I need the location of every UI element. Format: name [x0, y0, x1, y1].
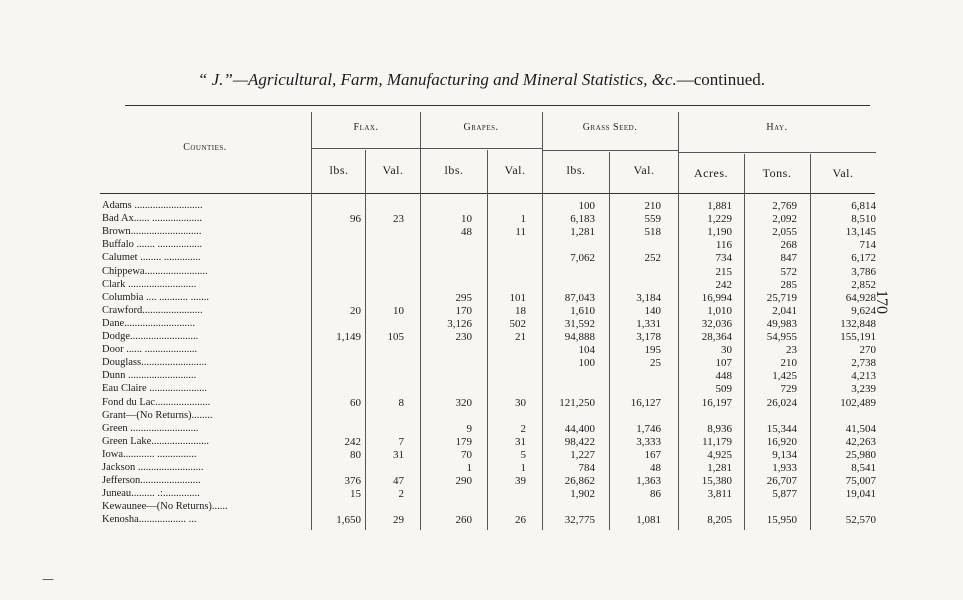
- table-cell-grapes-lbs: 290: [455, 475, 472, 488]
- table-cell-grapes-val: 30: [515, 396, 526, 409]
- table-cell-grapes-val: 39: [515, 475, 526, 488]
- header-divider-hay: [678, 152, 876, 153]
- table-cell-hay-acres: 15,380: [701, 475, 732, 488]
- table-cell-grass-lbs: 6,183: [570, 213, 595, 226]
- table-cell-hay-acres: 1,010: [707, 304, 732, 317]
- table-cell-hay-acres: 30: [721, 344, 732, 357]
- table-cell-hay-val: 4,213: [851, 370, 876, 383]
- table-cell-grass-val: 16,127: [630, 396, 661, 409]
- county-name: Iowa............ ...............: [102, 448, 197, 460]
- table-cell-hay-val: 3,239: [851, 383, 876, 396]
- table-cell-hay-val: 19,041: [845, 488, 876, 501]
- county-name: Eau Claire ......................: [102, 383, 207, 395]
- table-cell-grass-lbs: 104: [578, 344, 595, 357]
- table-cell-hay-acres: 116: [715, 239, 732, 252]
- table-cell-grass-val: 1,331: [636, 317, 661, 330]
- table-cell-hay-tons: 210: [780, 357, 797, 370]
- table-cell-grapes-val: 26: [515, 514, 526, 527]
- county-name: Bad Ax...... ...................: [102, 213, 203, 225]
- header-grass-seed: Grass Seed.: [582, 122, 638, 133]
- table-cell-hay-acres: 8,936: [707, 422, 732, 435]
- table-cell-grass-val: 86: [650, 488, 661, 501]
- header-hay-tons: Tons.: [762, 166, 792, 180]
- table-cell-grapes-lbs: 9: [466, 422, 472, 435]
- table-cell-grapes-lbs: 48: [461, 226, 472, 239]
- table-cell-hay-val: 64,928: [845, 291, 876, 304]
- table-cell-grapes-lbs: 260: [455, 514, 472, 527]
- table-cell-flax-lbs: 96: [350, 213, 361, 226]
- table-cell-grass-lbs: 32,775: [564, 514, 595, 527]
- table-cell-grapes-val: 18: [515, 304, 526, 317]
- table-cell-grapes-val: 31: [515, 435, 526, 448]
- table-cell-hay-tons: 2,055: [772, 226, 797, 239]
- table-cell-hay-val: 3,786: [851, 265, 876, 278]
- table-cell-grapes-lbs: 179: [455, 435, 472, 448]
- table-cell-hay-tons: 847: [780, 252, 797, 265]
- table-cell-hay-acres: 16,994: [701, 291, 732, 304]
- county-name: Kewaunee—(No Returns)......: [102, 501, 228, 513]
- table-cell-flax-val: 8: [398, 396, 404, 409]
- table-cell-hay-val: 155,191: [840, 331, 876, 343]
- table-cell-hay-tons: 5,877: [772, 488, 797, 501]
- table-cell-flax-lbs: 80: [350, 448, 361, 461]
- table-cell-grass-lbs: 26,862: [564, 475, 595, 488]
- table-cell-hay-val: 75,007: [845, 475, 876, 488]
- table-cell-hay-acres: 8,205: [707, 514, 732, 527]
- county-name: Douglass.........................: [102, 357, 207, 369]
- column-line: [810, 154, 811, 530]
- table-cell-grapes-lbs: 230: [455, 331, 472, 343]
- table-cell-hay-tons: 1,425: [772, 370, 797, 383]
- table-cell-hay-tons: 2,092: [772, 213, 797, 226]
- table-cell-grapes-val: 21: [515, 331, 526, 343]
- table-cell-hay-acres: 28,364: [701, 331, 732, 343]
- header-flax-lbs: lbs.: [329, 163, 349, 177]
- county-name: Dunn ..........................: [102, 370, 197, 382]
- table-cell-hay-tons: 23: [786, 344, 797, 357]
- table-cell-grass-lbs: 98,422: [564, 435, 595, 448]
- table-cell-hay-acres: 1,190: [707, 226, 732, 239]
- table-cell-hay-tons: 9,134: [772, 448, 797, 461]
- table-cell-grass-val: 518: [644, 226, 661, 239]
- county-name: Grant—(No Returns)........: [102, 409, 213, 421]
- table-cell-hay-tons: 15,344: [766, 422, 797, 435]
- table-cell-grass-lbs: 94,888: [564, 331, 595, 343]
- county-name: Buffalo ....... .................: [102, 239, 203, 251]
- table-cell-hay-val: 42,263: [845, 435, 876, 448]
- table-cell-grass-val: 3,178: [636, 331, 661, 343]
- table-cell-hay-acres: 3,811: [707, 488, 732, 501]
- header-divider-grapes: [420, 148, 542, 149]
- table-cell-hay-acres: 32,036: [701, 317, 732, 330]
- table-cell-grass-lbs: 100: [578, 200, 595, 212]
- table-cell-grass-val: 1,363: [636, 475, 661, 488]
- table-cell-hay-tons: 26,707: [766, 475, 797, 488]
- table-cell-hay-acres: 11,179: [702, 435, 732, 448]
- table-cell-hay-val: 102,489: [840, 396, 876, 409]
- table-cell-grass-val: 210: [644, 200, 661, 212]
- margin-mark: —: [42, 572, 54, 586]
- table-cell-grass-lbs: 784: [578, 462, 595, 474]
- county-name: Door ...... ....................: [102, 344, 198, 356]
- table-cell-hay-tons: 49,983: [766, 317, 797, 330]
- table-cell-hay-val: 41,504: [845, 422, 876, 435]
- county-name: Clark ..........................: [102, 278, 197, 290]
- county-name: Brown...........................: [102, 226, 202, 238]
- table-cell-hay-val: 6,814: [851, 200, 876, 212]
- table-cell-flax-val: 105: [387, 331, 404, 343]
- table-cell-hay-acres: 4,925: [707, 448, 732, 461]
- table-cell-flax-val: 2: [398, 488, 404, 501]
- header-hay: Hay.: [766, 122, 788, 133]
- table-cell-grass-val: 1,746: [636, 422, 661, 435]
- table-cell-grass-lbs: 1,902: [570, 488, 595, 501]
- table-cell-flax-val: 23: [393, 213, 404, 226]
- table-cell-hay-tons: 26,024: [766, 396, 797, 409]
- table-cell-grapes-val: 1: [520, 462, 526, 474]
- county-name: Fond du Lac.....................: [102, 396, 211, 408]
- table-cell-hay-val: 714: [859, 239, 876, 252]
- table-cell-grapes-lbs: 10: [461, 213, 472, 226]
- table-cell-hay-tons: 16,920: [766, 435, 797, 448]
- table-cell-grapes-lbs: 70: [461, 448, 472, 461]
- table-cell-grapes-lbs: 320: [455, 396, 472, 409]
- county-name: Chippewa........................: [102, 265, 208, 277]
- table-cell-hay-tons: 268: [780, 239, 797, 252]
- table-top-rule: [125, 105, 870, 106]
- table-cell-hay-val: 25,980: [845, 448, 876, 461]
- table-cell-hay-tons: 15,950: [766, 514, 797, 527]
- table-cell-hay-val: 13,145: [845, 226, 876, 239]
- table-cell-flax-lbs: 15: [350, 488, 361, 501]
- county-name: Adams ..........................: [102, 200, 203, 211]
- table-cell-hay-tons: 54,955: [766, 331, 797, 343]
- table-cell-grass-val: 48: [650, 462, 661, 474]
- header-flax-val: Val.: [382, 163, 404, 177]
- table-cell-grass-lbs: 44,400: [564, 422, 595, 435]
- table-cell-grass-val: 3,184: [636, 291, 661, 304]
- table-cell-grass-lbs: 100: [578, 357, 595, 370]
- table-cell-hay-acres: 734: [715, 252, 732, 265]
- table-cell-flax-lbs: 242: [344, 435, 361, 448]
- table-cell-hay-val: 6,172: [851, 252, 876, 265]
- header-hay-acres: Acres.: [694, 166, 728, 180]
- table-cell-hay-tons: 2,041: [772, 304, 797, 317]
- table-cell-grass-val: 252: [644, 252, 661, 265]
- table-cell-hay-tons: 2,769: [772, 200, 797, 212]
- table-cell-grapes-val: 2: [520, 422, 526, 435]
- county-name: Calumet ........ ..............: [102, 252, 201, 264]
- header-grapes: Grapes.: [463, 122, 499, 133]
- table-cell-hay-acres: 448: [715, 370, 732, 383]
- table-cell-hay-val: 52,570: [845, 514, 876, 527]
- table-cell-grass-val: 3,333: [636, 435, 661, 448]
- table-cell-grapes-val: 11: [515, 226, 526, 239]
- table-cell-grapes-lbs: 1: [466, 462, 472, 474]
- county-name: Green Lake......................: [102, 435, 210, 447]
- header-flax: Flax.: [353, 122, 379, 133]
- table-cell-hay-val: 8,510: [851, 213, 876, 226]
- table-cell-hay-acres: 215: [715, 265, 732, 278]
- table-cell-flax-lbs: 1,149: [336, 331, 361, 343]
- table-cell-grass-lbs: 1,281: [570, 226, 595, 239]
- table-cell-hay-val: 8,541: [851, 462, 876, 474]
- table-cell-flax-lbs: 1,650: [336, 514, 361, 527]
- table-cell-grapes-lbs: 170: [455, 304, 472, 317]
- table-cell-grapes-val: 5: [520, 448, 526, 461]
- table-cell-grass-val: 167: [644, 448, 661, 461]
- table-cell-hay-tons: 25,719: [766, 291, 797, 304]
- page-number: 170: [873, 290, 890, 314]
- header-grass-lbs: lbs.: [566, 163, 586, 177]
- table-cell-grass-lbs: 7,062: [570, 252, 595, 265]
- table-cell-grass-lbs: 121,250: [559, 396, 595, 409]
- table-cell-flax-val: 7: [398, 435, 404, 448]
- county-name: Crawford.......................: [102, 304, 203, 316]
- table-cell-hay-tons: 1,933: [772, 462, 797, 474]
- table-cell-hay-acres: 16,197: [701, 396, 732, 409]
- table-cell-grass-lbs: 87,043: [564, 291, 595, 304]
- table-cell-flax-lbs: 60: [350, 396, 361, 409]
- table-cell-grass-val: 140: [644, 304, 661, 317]
- table-cell-hay-acres: 242: [715, 278, 732, 291]
- table-cell-grapes-lbs: 295: [455, 291, 472, 304]
- table-cell-hay-tons: 285: [780, 278, 797, 291]
- county-name: Jackson .........................: [102, 462, 204, 473]
- table-cell-grass-val: 195: [644, 344, 661, 357]
- column-line: [311, 112, 312, 530]
- table-cell-grass-val: 559: [644, 213, 661, 226]
- table-cell-hay-val: 9,624: [851, 304, 876, 317]
- table-cell-grass-lbs: 1,227: [570, 448, 595, 461]
- table-cell-flax-val: 10: [393, 304, 404, 317]
- county-name: Jefferson.......................: [102, 475, 201, 487]
- county-name: Dodge..........................: [102, 331, 199, 342]
- table-cell-grapes-val: 502: [509, 317, 526, 330]
- header-grapes-lbs: lbs.: [444, 163, 464, 177]
- table-cell-hay-val: 2,852: [851, 278, 876, 291]
- table-cell-grapes-val: 1: [520, 213, 526, 226]
- table-cell-grass-val: 1,081: [636, 514, 661, 527]
- table-cell-hay-acres: 1,229: [707, 213, 732, 226]
- table-cell-hay-val: 132,848: [840, 317, 876, 330]
- table-cell-hay-tons: 729: [780, 383, 797, 396]
- header-grass-val: Val.: [633, 163, 655, 177]
- county-name: Dane...........................: [102, 317, 196, 329]
- page-title: “ J.”—Agricultural, Farm, Manufacturing and Mineral Statistics, &c.—continued.: [197, 70, 766, 89]
- table-cell-hay-val: 270: [859, 344, 876, 357]
- county-name: Juneau......... .:..............: [102, 488, 200, 500]
- header-counties: Counties.: [183, 142, 227, 153]
- header-hay-val: Val.: [832, 166, 854, 180]
- table-cell-flax-lbs: 20: [350, 304, 361, 317]
- table-cell-grass-lbs: 1,610: [570, 304, 595, 317]
- table-cell-flax-val: 29: [393, 514, 404, 527]
- table-cell-grass-val: 25: [650, 357, 661, 370]
- county-name: Green ..........................: [102, 422, 199, 434]
- table-cell-hay-acres: 1,281: [707, 462, 732, 474]
- header-divider-grass: [542, 150, 678, 151]
- table-cell-grapes-val: 101: [509, 291, 526, 304]
- county-name: Kenosha.................. ...: [102, 514, 197, 526]
- table-cell-grass-lbs: 31,592: [564, 317, 595, 330]
- table-cell-flax-val: 47: [393, 475, 404, 488]
- table-cell-hay-val: 2,738: [851, 357, 876, 370]
- header-grapes-val: Val.: [504, 163, 526, 177]
- table-cell-grapes-lbs: 3,126: [447, 317, 472, 330]
- county-name: Columbia .... ........... .......: [102, 291, 210, 303]
- table-cell-flax-val: 31: [393, 448, 404, 461]
- header-divider-flax: [312, 148, 420, 149]
- table-cell-flax-lbs: 376: [344, 475, 361, 488]
- table-cell-hay-acres: 1,881: [707, 200, 732, 212]
- table-cell-hay-tons: 572: [780, 265, 797, 278]
- table-cell-hay-acres: 107: [715, 357, 732, 370]
- table-cell-hay-acres: 509: [715, 383, 732, 396]
